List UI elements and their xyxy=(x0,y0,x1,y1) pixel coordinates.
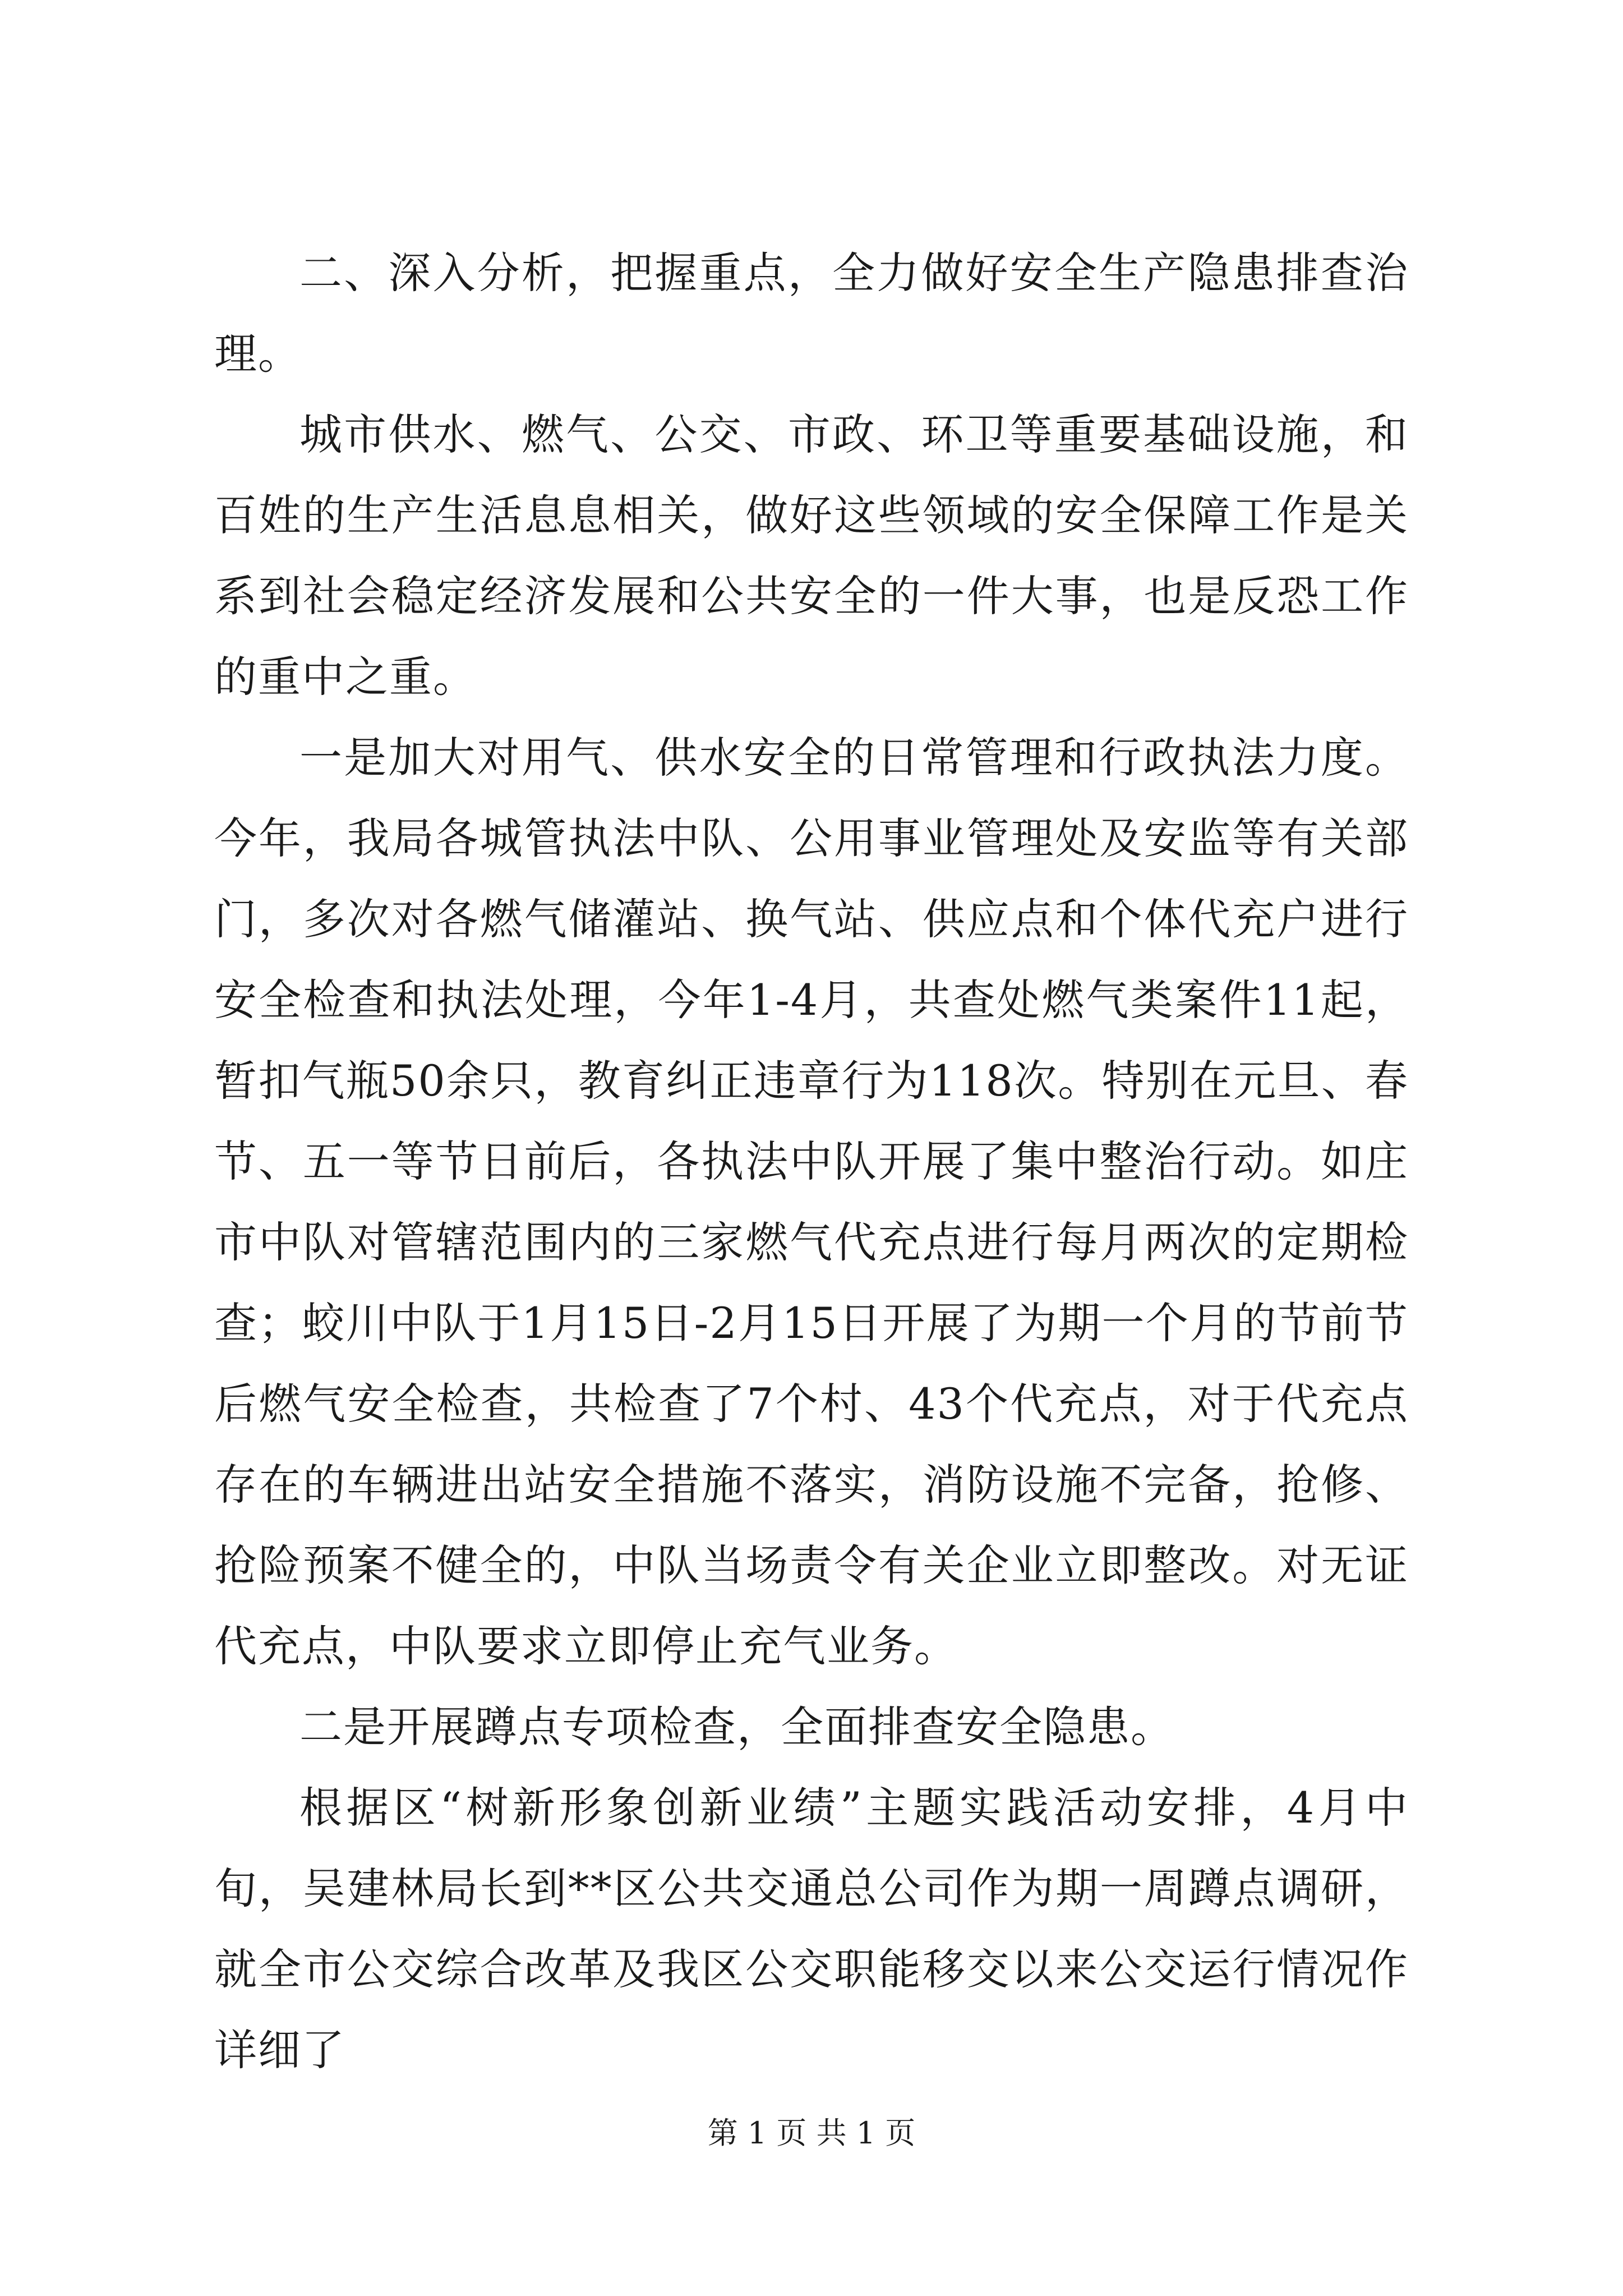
paragraph-inspection-heading: 二是开展蹲点专项检查，全面排查安全隐患。 xyxy=(299,1702,1174,1752)
paragraph-field-research: 根据区“树新形象创新业绩”主题实践活动安排，4月中旬，吴建林局长到**区公共交通总公司作为期一周蹲点调研，就全市公交综合改革及我区公交职能移交以来公交运行情况作详细了 xyxy=(214,1783,1409,2075)
section-heading: 二、深入分析，把握重点，全力做好安全生产隐患排查治理。 xyxy=(214,248,1409,379)
paragraph-infrastructure: 城市供水、燃气、公交、市政、环卫等重要基础设施，和百姓的生产生活息息相关，做好这些领域的安全保障工作是关系到社会稳定经济发展和公共安全的一件大事，也是反恐工作的重中之重。 xyxy=(214,409,1409,702)
document-body xyxy=(214,233,1409,2091)
paragraph-gas-water-enforcement: 一是加大对用气、供水安全的日常管理和行政执法力度。今年，我局各城管执法中队、公用事业管理处及安监等有关部门，多次对各燃气储灌站、换气站、供应点和个体代充户进行安全检查和执法处理，今年1-4月，共查处燃气类案件11起，暂扣气瓶50余只，教育纠正违章行为118次。特别在元旦、春节、五一等节日前后，各执法中队开展了集中整治行动。如庄市中队对管辖范围内的三家燃气代充点进行每月两次的定期检查；蛟川中队于1月15日-2月15日开展了为期一个月的节前节后燃气安全检查，共检查了7个村、43个代充点，对于代充点存在的车辆进出站安全措施不落实，消防设施不完备，抢修、抢险预案不健全的，中队当场责令有关企业立即整改。对无证代充点，中队要求立即停止充气业务。 xyxy=(214,733,1409,1671)
page-footer: 第 1 页 共 1 页 xyxy=(707,2115,916,2151)
